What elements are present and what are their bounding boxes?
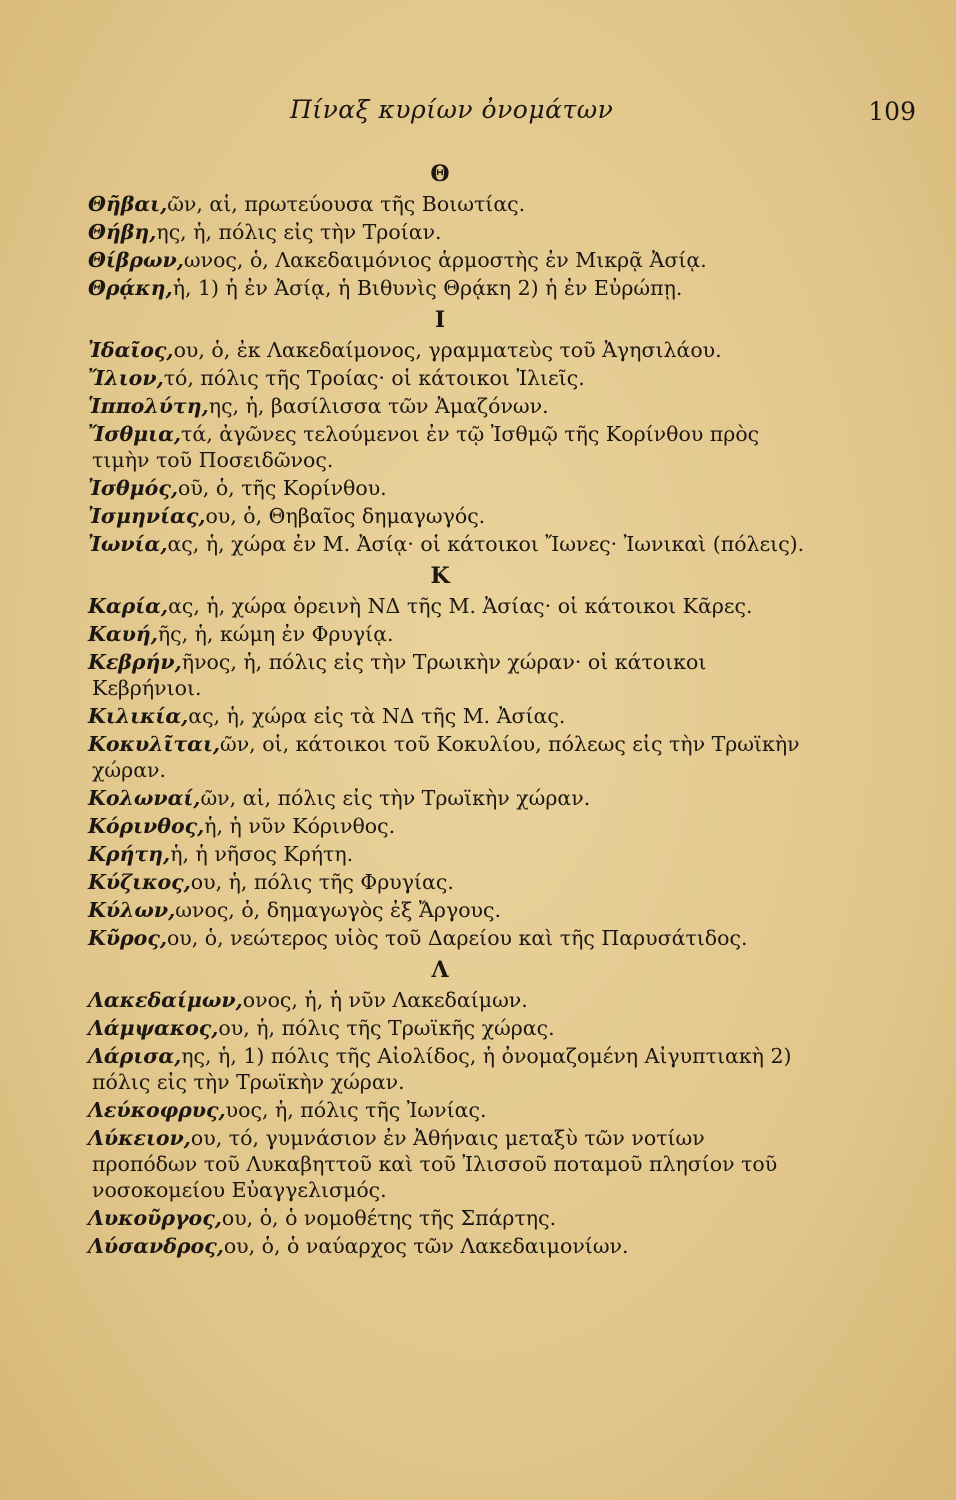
index-entry	[70, 275, 810, 301]
entry-definition: τά, ἀγῶνες τελούμενοι ἐν τῷ Ἰσθμῷ τῆς Κορίνθου πρὸς τιμὴν τοῦ Ποσειδῶνος.	[92, 422, 760, 472]
index-entry	[70, 1043, 810, 1095]
entry-headword: Λύκειον,	[88, 1126, 191, 1150]
index-entry	[70, 393, 810, 419]
index-entry	[70, 785, 810, 811]
entry-headword: Λάρισα,	[88, 1044, 182, 1068]
index-entry	[70, 987, 810, 1013]
entry-definition: ωνος, ὁ, Λακεδαιμόνιος ἁρμοστὴς ἐν Μικρᾷ Ἀσίᾳ.	[183, 248, 707, 272]
entry-definition: ου, ὁ, ὁ ναύαρχος τῶν Λακεδαιμονίων.	[223, 1234, 629, 1258]
entry-headword: Κρήτη,	[88, 842, 171, 866]
entry-definition: ας, ἡ, χώρα ὀρεινὴ ΝΔ τῆς Μ. Ἀσίας· οἱ κάτοικοι Κᾶρες.	[168, 594, 753, 618]
entry-headword: Λυκοῦργος,	[88, 1206, 222, 1230]
index-section	[70, 563, 810, 951]
index-entry	[70, 365, 810, 391]
index-entry	[70, 925, 810, 951]
entry-headword: Θίβρων,	[88, 248, 184, 272]
entry-headword: Θῆβαι,	[88, 192, 168, 216]
entry-headword: Ἰδαῖος,	[88, 338, 174, 362]
entry-definition: ου, ὁ, ὁ νομοθέτης τῆς Σπάρτης.	[221, 1206, 557, 1230]
entry-definition: ας, ἡ, χώρα εἰς τὰ ΝΔ τῆς Μ. Ἀσίας.	[188, 704, 566, 728]
entry-definition: οῦ, ὁ, τῆς Κορίνθου.	[177, 476, 387, 500]
index-entry	[70, 503, 810, 529]
running-title: Πίναξ κυρίων ὀνομάτων	[290, 95, 614, 124]
entry-headword: Κιλικία,	[88, 704, 189, 728]
page-number: 109	[868, 97, 916, 126]
entry-headword: Κολωναί,	[88, 786, 201, 810]
index-entry	[70, 1125, 810, 1203]
entry-headword: Κεβρήν,	[88, 650, 182, 674]
index-entry	[70, 337, 810, 363]
entry-definition: ῶν, οἱ, κάτοικοι τοῦ Κοκυλίου, πόλεως εἰς τὴν Τρωϊκὴν χώραν.	[92, 732, 800, 782]
section-letter: Ι	[434, 307, 446, 333]
index-entry	[70, 593, 810, 619]
entry-definition: υος, ἡ, πόλις τῆς Ἰωνίας.	[225, 1098, 487, 1122]
section-letter: Θ	[430, 161, 450, 187]
index-entry	[70, 621, 810, 647]
entry-headword: Ἰσμηνίας,	[88, 504, 206, 528]
entry-headword: Θρᾴκη,	[88, 276, 173, 300]
index-entry	[70, 219, 810, 245]
entry-definition: ῶν, αἱ, πόλις εἰς τὴν Τρωϊκὴν χώραν.	[200, 786, 591, 810]
entry-definition: ου, τό, γυμνάσιον ἐν Ἀθήναις μεταξὺ τῶν νοτίων προπόδων τοῦ Λυκαβηττοῦ καὶ τοῦ Ἰλισσοῦ ποταμοῦ πλησίον τοῦ νοσοκομείου Εὐαγγελισμός.	[92, 1126, 778, 1202]
index-entry	[70, 649, 810, 701]
entry-headword: Κύζικος,	[88, 870, 191, 894]
index-section	[70, 161, 810, 301]
entry-definition: ῆνος, ἡ, πόλις εἰς τὴν Τρωικὴν χώραν· οἱ κάτοικοι Κεβρήνιοι.	[92, 650, 707, 700]
page-header	[60, 95, 916, 135]
entry-definition: ου, ἡ, πόλις τῆς Τρωϊκῆς χώρας.	[218, 1016, 555, 1040]
entry-headword: Λύσανδρος,	[88, 1234, 224, 1258]
entry-definition: ἡ, ἡ νῦν Κόρινθος.	[204, 814, 396, 838]
entry-definition: ας, ἡ, χώρα ἐν Μ. Ἀσίᾳ· οἱ κάτοικοι Ἴωνες· Ἰωνικαὶ (πόλεις).	[167, 532, 805, 556]
index-entry	[70, 1205, 810, 1231]
section-letter: Κ	[430, 563, 450, 589]
index-entry	[70, 813, 810, 839]
section-letter: Λ	[431, 957, 449, 983]
entry-definition: ῆς, ἡ, κώμη ἐν Φρυγίᾳ.	[157, 622, 394, 646]
index-entry	[70, 531, 810, 557]
entry-headword: Θήβη,	[88, 220, 157, 244]
entry-definition: ου, ὁ, Θηβαῖος δημαγωγός.	[205, 504, 486, 528]
entry-headword: Καρία,	[88, 594, 169, 618]
entry-headword: Κύλων,	[88, 898, 176, 922]
entry-headword: Καυή,	[88, 622, 158, 646]
entry-definition: ης, ἡ, βασίλισσα τῶν Ἀμαζόνων.	[208, 394, 549, 418]
index-entry	[70, 191, 810, 217]
index-entry	[70, 869, 810, 895]
entry-headword: Ἰωνία,	[88, 532, 168, 556]
entry-definition: ωνος, ὁ, δημαγωγὸς ἐξ Ἄργους.	[175, 898, 502, 922]
index-entry	[70, 841, 810, 867]
index-section	[70, 307, 810, 557]
entry-definition: ονος, ἡ, ἡ νῦν Λακεδαίμων.	[242, 988, 528, 1012]
entry-definition: ου, ὁ, νεώτερος υἱὸς τοῦ Δαρείου καὶ τῆς Παρυσάτιδος.	[166, 926, 748, 950]
entry-headword: Κοκυλῖται,	[88, 732, 220, 756]
index-entry	[70, 247, 810, 273]
entry-headword: Ἴσθμια,	[88, 422, 182, 446]
entry-definition: ου, ὁ, ἐκ Λακεδαίμονος, γραμματεὺς τοῦ Ἀγησιλάου.	[173, 338, 722, 362]
index-entry	[70, 1097, 810, 1123]
entry-headword: Ἱππολύτη,	[88, 394, 209, 418]
entry-definition: ἡ, 1) ἡ ἐν Ἀσίᾳ, ἡ Βιθυνὶς Θρᾴκη 2) ἡ ἐν Εὐρώπῃ.	[172, 276, 683, 300]
entry-headword: Λεύκοφρυς,	[88, 1098, 226, 1122]
entry-headword: Ἰσθμός,	[88, 476, 178, 500]
entry-definition: ῶν, αἱ, πρωτεύουσα τῆς Βοιωτίας.	[167, 192, 526, 216]
entry-definition: ης, ἡ, πόλις εἰς τὴν Τροίαν.	[156, 220, 442, 244]
index-entry	[70, 731, 810, 783]
entry-definition: ης, ἡ, 1) πόλις τῆς Αἰολίδος, ἡ ὀνομαζομένη Αἰγυπτιακὴ 2) πόλις εἰς τὴν Τρωϊκὴν χώραν.	[92, 1044, 792, 1094]
index-content	[70, 155, 810, 1261]
entry-definition: ου, ἡ, πόλις τῆς Φρυγίας.	[190, 870, 454, 894]
entry-definition: τό, πόλις τῆς Τροίας· οἱ κάτοικοι Ἰλιεῖς.	[163, 366, 585, 390]
entry-headword: Ἴλιον,	[88, 366, 164, 390]
entry-definition: ἡ, ἡ νῆσος Κρήτη.	[170, 842, 354, 866]
index-entry	[70, 475, 810, 501]
index-entry	[70, 421, 810, 473]
index-entry	[70, 1233, 810, 1259]
entry-headword: Κόρινθος,	[88, 814, 205, 838]
index-entry	[70, 1015, 810, 1041]
index-entry	[70, 703, 810, 729]
index-entry	[70, 897, 810, 923]
entry-headword: Λάμψακος,	[88, 1016, 219, 1040]
index-section	[70, 957, 810, 1259]
entry-headword: Λακεδαίμων,	[88, 988, 243, 1012]
entry-headword: Κῦρος,	[88, 926, 167, 950]
